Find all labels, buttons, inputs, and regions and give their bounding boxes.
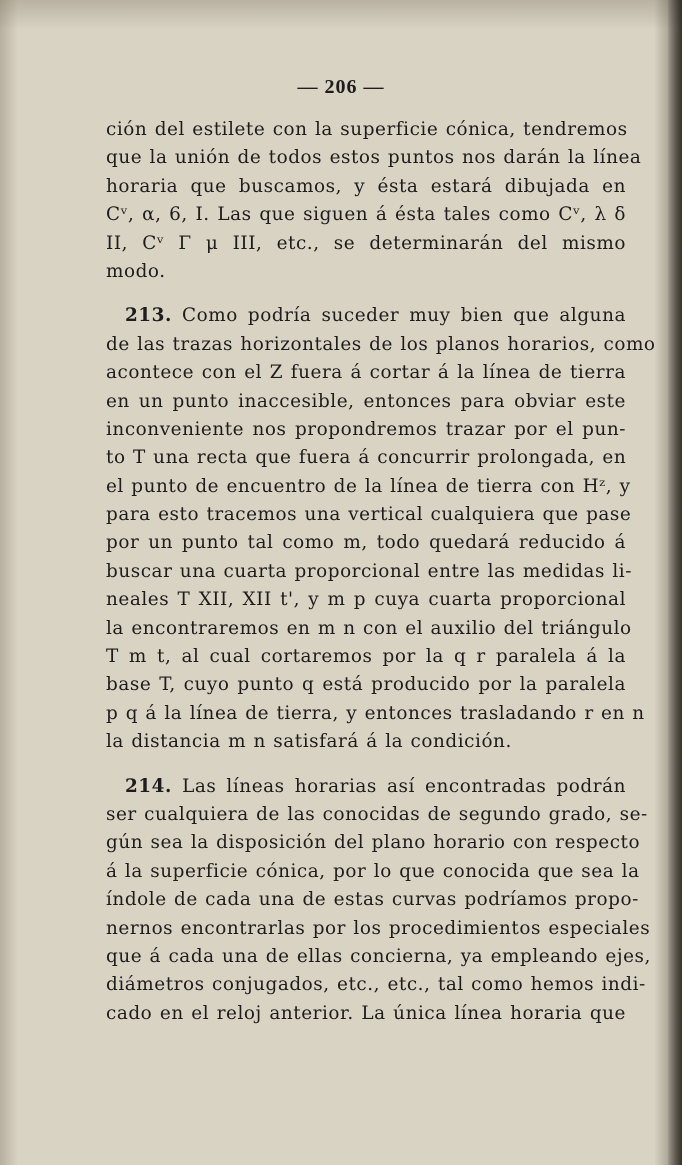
text-line: horaria que buscamos, y ésta estará dibujada en bbox=[106, 175, 626, 197]
text-line: para esto tracemos una vertical cualquiera que pase bbox=[106, 504, 632, 526]
text-line: Las líneas horarias así encontradas podrán bbox=[182, 775, 626, 797]
text-line: la encontraremos en m n con el auxilio del triángulo bbox=[106, 617, 632, 639]
text-line: II, Cᵛ Γ μ III, etc., se determinarán del mismo bbox=[106, 232, 626, 254]
text-line: índole de cada una de estas curvas podríamos propo- bbox=[106, 889, 639, 911]
text-line: la distancia m n satisfará á la condición. bbox=[106, 731, 512, 753]
text-line: el punto de encuentro de la línea de tierra con Hᶻ, y bbox=[106, 475, 631, 497]
text-line: cado en el reloj anterior. La única línea horaria que bbox=[106, 1002, 626, 1024]
page-number: — 206 — bbox=[297, 76, 385, 98]
text-line: de las trazas horizontales de los planos horarios, como bbox=[106, 333, 656, 355]
text-line: inconveniente nos propondremos trazar por el pun- bbox=[106, 418, 626, 440]
text-line: que á cada una de ellas concierna, ya empleando ejes, bbox=[106, 945, 651, 967]
text-line-first bbox=[106, 773, 626, 801]
text-line: acontece con el Z fuera á cortar á la línea de tierra bbox=[106, 362, 626, 384]
text-line: en un punto inaccesible, entonces para obviar este bbox=[106, 390, 626, 412]
paragraph-1 bbox=[106, 116, 642, 286]
text-line: por un punto tal como m, todo quedará reducido á bbox=[106, 532, 626, 554]
text-line: modo. bbox=[106, 260, 166, 282]
text-line: á la superficie cónica, por lo que conocida que sea la bbox=[106, 860, 640, 882]
text-line: diámetros conjugados, etc., etc., tal como hemos indi- bbox=[106, 974, 646, 996]
paragraph-213 bbox=[106, 302, 656, 756]
text-line: p q á la línea de tierra, y entonces trasladando r en n bbox=[106, 702, 645, 724]
text-line: buscar una cuarta proporcional entre las medidas li- bbox=[106, 560, 632, 582]
text-line: gún sea la disposición del plano horario con respecto bbox=[106, 832, 641, 854]
page-edge-shadow bbox=[668, 0, 682, 1165]
paragraph-number: 213. bbox=[124, 305, 172, 327]
text-line: que la unión de todos estos puntos nos darán la línea bbox=[106, 147, 642, 169]
text-line: to T una recta que fuera á concurrir prolongada, en bbox=[106, 447, 627, 469]
text-line: ción del estilete con la superficie cónica, tendremos bbox=[106, 119, 628, 140]
text-line: nernos encontrarlas por los procedimientos especiales bbox=[106, 917, 651, 939]
text-line: T m t, al cual cortaremos por la q r paralela á la bbox=[106, 646, 626, 668]
text-line: Cᵛ, α, 6, I. Las que siguen á ésta tales como Cᵛ, λ δ bbox=[106, 204, 626, 226]
paragraph-214 bbox=[106, 773, 651, 1029]
text-line: ser cualquiera de las conocidas de segundo grado, se- bbox=[106, 803, 648, 825]
text-line: Como podría suceder muy bien que alguna bbox=[182, 305, 626, 327]
text-line: neales T XII, XII t', y m p cuya cuarta proporcional bbox=[106, 589, 626, 611]
text-line-first bbox=[106, 302, 626, 330]
paragraph-number: 214. bbox=[124, 775, 172, 797]
body-text bbox=[106, 116, 656, 1028]
text-line: base T, cuyo punto q está producido por la paralela bbox=[106, 674, 626, 696]
